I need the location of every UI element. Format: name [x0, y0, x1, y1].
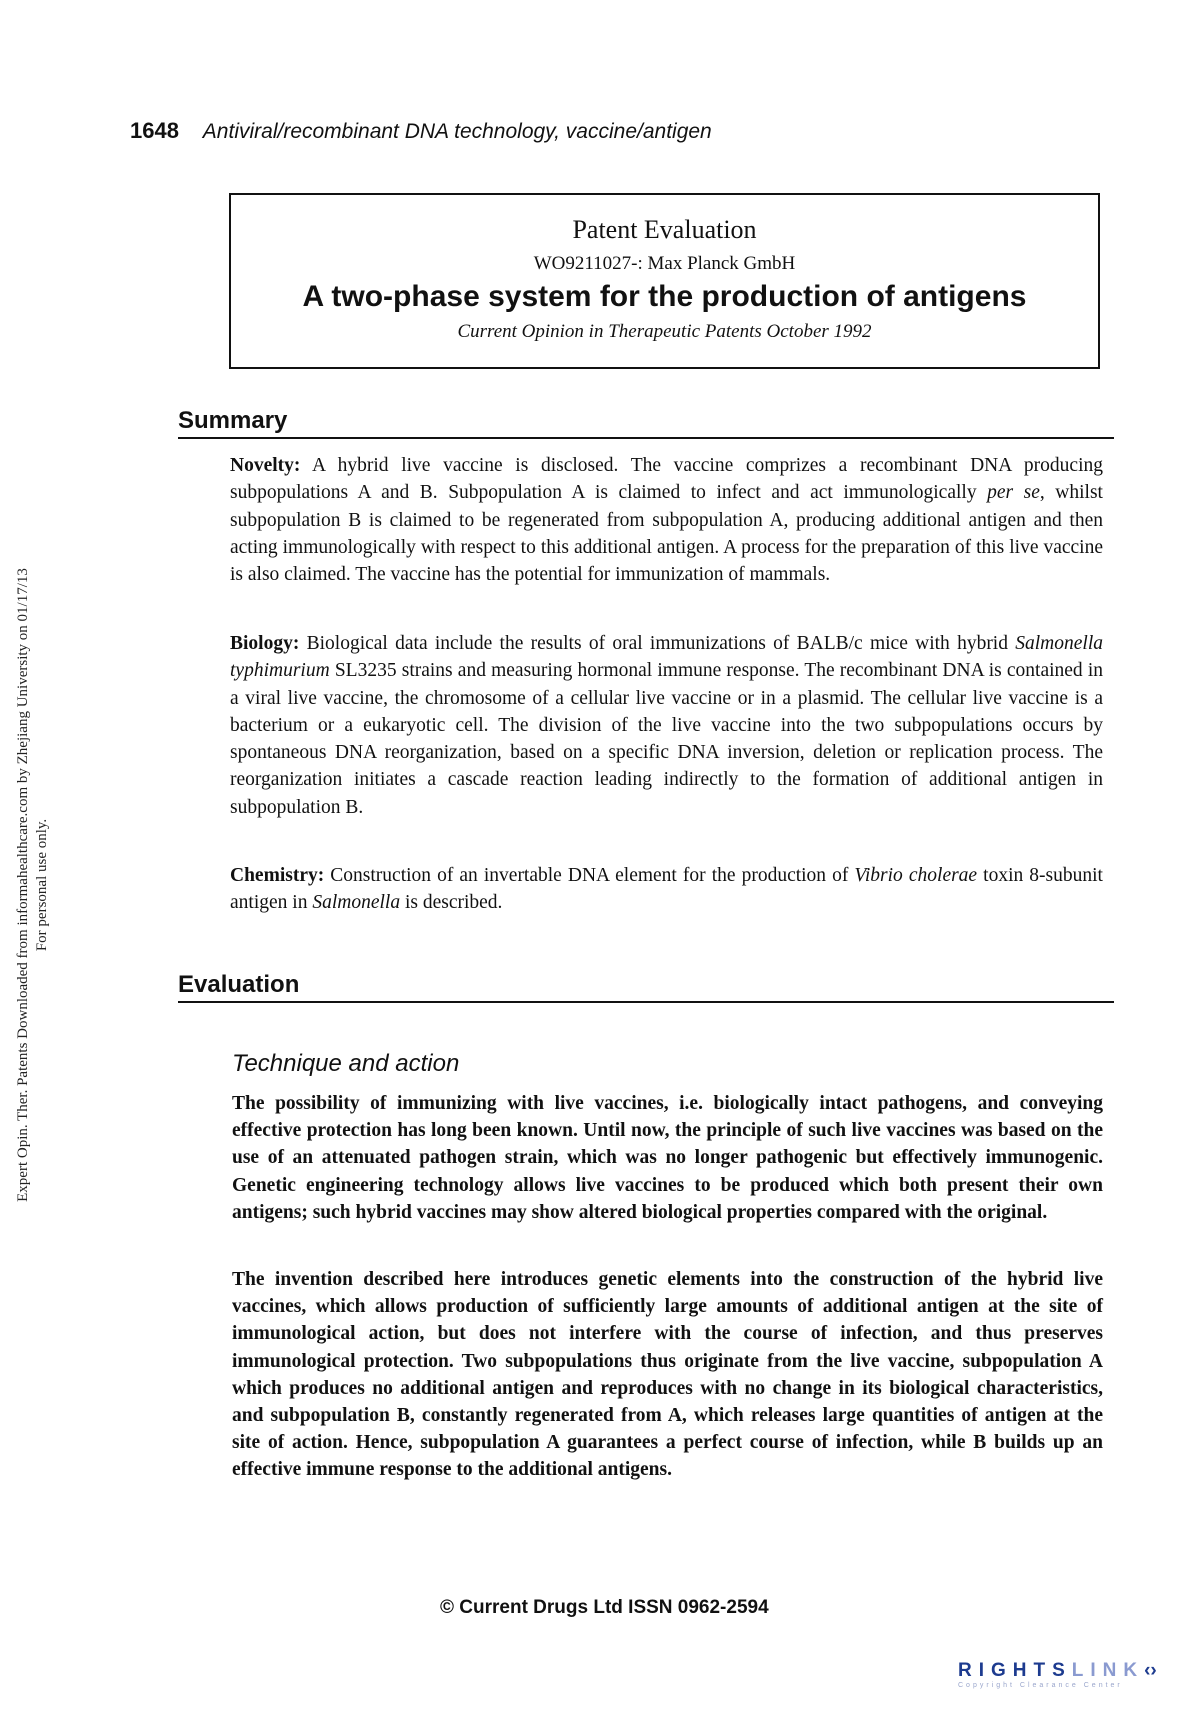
novelty-text-cont: , whilst subpopulation B is claimed to be regenerated from subpopulation A, producing additional antigen and then acting immunologically with respect to this additional antigen. A process for the preparation of this live vaccine is also claimed. The vaccine has the potential for immunization of mammals.: [230, 482, 1103, 586]
chevron-arrows-icon: ‹›: [1144, 1660, 1157, 1681]
patent-number: WO9211027-: Max Planck GmbH: [533, 253, 796, 274]
biology-paragraph: [230, 630, 1103, 821]
journal-citation: Current Opinion in Therapeutic Patents October 1992: [457, 321, 872, 342]
rightslink-link: LINK: [1071, 1660, 1145, 1681]
rightslink-tagline: Copyright Clearance Center: [958, 1682, 1123, 1689]
watermark-line-2: For personal use only.: [34, 818, 50, 952]
evaluation-paragraph: The possibility of immunizing with live vaccines, i.e. biologically intact pathogens, and conveying effective protection has long been known. Until now, the principle of such live vaccines was based on the use of an attenuated pathogen strain, which was no longer pathogenic but effectively immunogenic. Genetic engineering technology allows live vaccines to be produced which both present their own antigens; such hybrid vaccines may show altered biological properties compared with the original.: [232, 1093, 1103, 1223]
chemistry-label: Chemistry:: [230, 865, 325, 886]
download-watermark: [0, 0, 60, 1260]
running-head-section: Antiviral/recombinant DNA technology, vaccine/antigen: [202, 120, 712, 143]
watermark-line-1: Expert Opin. Ther. Patents Downloaded from informahealthcare.com by Zhejiang University on 01/17/13: [15, 568, 31, 1202]
chemistry-italic-2: Salmonella: [312, 892, 401, 914]
running-head: [130, 118, 712, 144]
title-box: [229, 193, 1100, 369]
summary-heading: Summary: [178, 406, 1114, 439]
article-title: A two-phase system for the production of antigens: [302, 280, 1027, 313]
biology-label: Biology:: [230, 633, 300, 654]
rightslink-logo[interactable]: [958, 1660, 1188, 1689]
biology-text: Biological data include the results of oral immunizations of BALB/c mice with hybrid: [299, 633, 1016, 654]
chemistry-text-end: is described.: [400, 892, 503, 914]
novelty-italic: per se: [987, 482, 1040, 504]
evaluation-paragraph: The invention described here introduces genetic elements into the construction of the hybrid live vaccines, which allows production of sufficiently large amounts of additional antigen at the site of immunological action, but does not interfere with the course of infection, and thus preserves immunological protection. Two subpopulations thus originate from the live vaccine, subpopulation A which produces no additional antigen and reproduces with no change in its biological characteristics, and subpopulation B, constantly regenerated from A, which releases large quantities of antigen at the site of action. Hence, subpopulation A guarantees a perfect course of infection, while B builds up an effective immune response to the additional antigens.: [232, 1269, 1103, 1481]
rightslink-rights: RIGHTS: [958, 1660, 1072, 1681]
evaluation-heading: Evaluation: [178, 970, 1114, 1003]
page-number: 1648: [130, 118, 179, 143]
novelty-label: Novelty:: [230, 455, 301, 476]
biology-text-cont: SL3235 strains and measuring hormonal immune response. The recombinant DNA is contained in a viral live vaccine, the chromosome of a cellular live vaccine or in a plasmid. The cellular live vaccine is a bacterium or a eukaryotic cell. The division of the live vaccine into the two subpopulations occurs by spontaneous DNA reorganization, based on a specific DNA inversion, deletion or replication process. The reorganization initiates a cascade reaction leading indirectly to the formation of additional antigen in subpopulation B.: [230, 660, 1103, 818]
technique-subheading: Technique and action: [232, 1050, 460, 1077]
copyright-footer: © Current Drugs Ltd ISSN 0962-2594: [440, 1597, 769, 1618]
chemistry-paragraph: [230, 862, 1103, 917]
novelty-paragraph: [230, 452, 1103, 588]
rightslink-wordmark: [958, 1660, 1188, 1682]
novelty-text: A hybrid live vaccine is disclosed. The vaccine comprizes a recombinant DNA producing subpopulations A and B. Subpopulation A is claimed to infect and act immunologically: [230, 455, 1103, 504]
chemistry-text: Construction of an invertable DNA element for the production of: [324, 865, 855, 886]
chemistry-text-cont: toxin 8-subunit antigen in: [230, 865, 1103, 914]
biology-italic: Salmonella typhimurium: [230, 633, 1103, 682]
chemistry-italic: Vibrio cholerae: [854, 865, 978, 886]
article-type: Patent Evaluation: [572, 215, 757, 244]
